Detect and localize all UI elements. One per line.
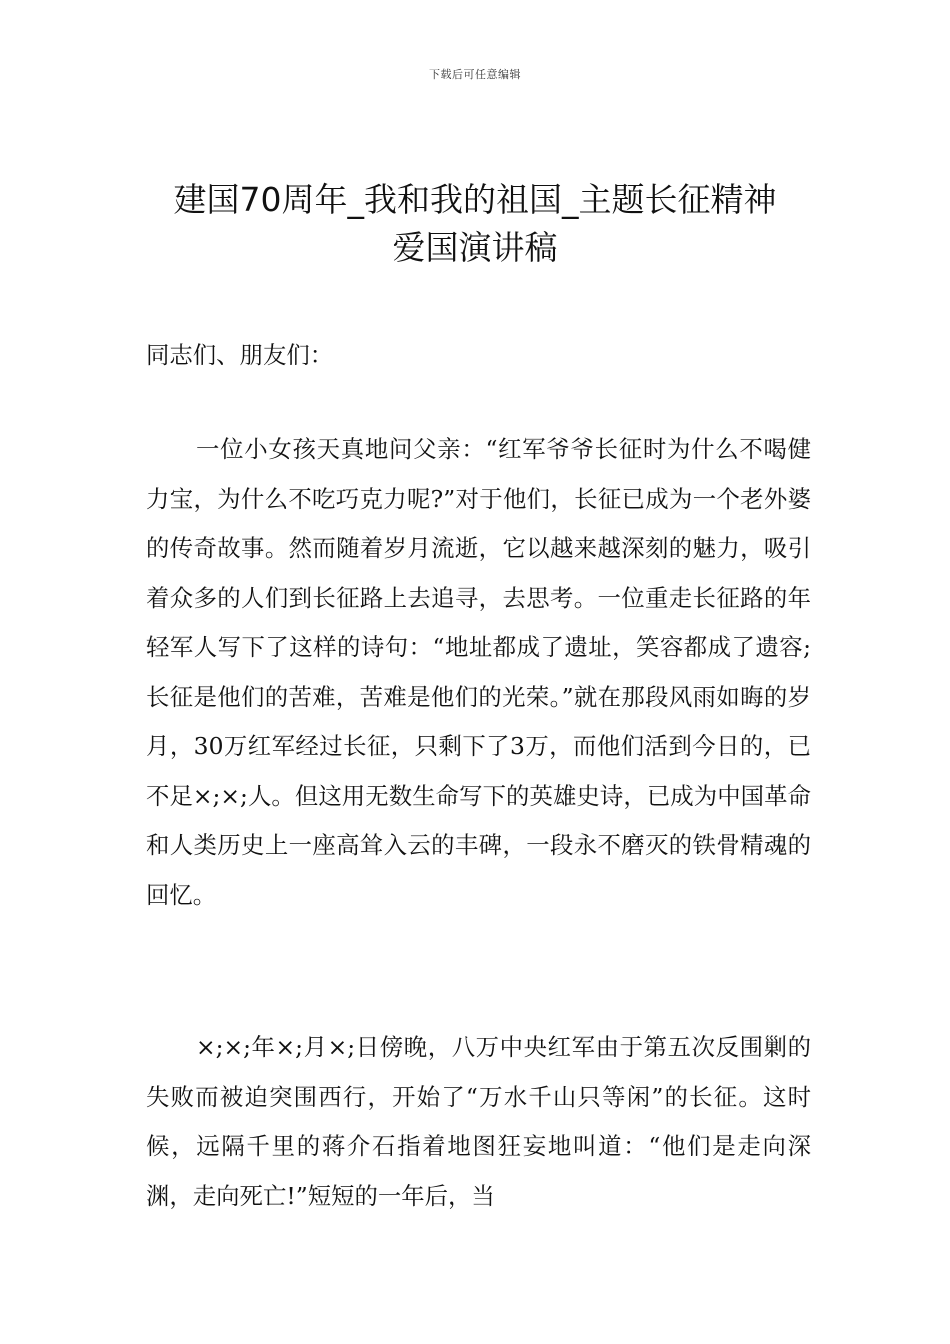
paragraph-2: ×;×;年×;月×;日傍晚，八万中央红军由于第五次反围剿的失败而被迫突围西行，开始了“万水千山只等闲”的长征。这时候，远隔千里的蒋介石指着地图狂妄地叫道：“他们是走向深渊，走向死亡!”短短的一年后，当 [146,1033,811,1210]
title-line-1: 建国70周年_我和我的祖国_主题长征精神 [173,180,777,219]
document-title [120,176,830,272]
title-line-2: 爱国演讲稿 [392,228,558,267]
paragraph-1: 一位小女孩天真地问父亲：“红军爷爷长征时为什么不喝健力宝，为什么不吃巧克力呢?”对于他们，长征已成为一个老外婆的传奇故事。然而随着岁月流逝，它以越来越深刻的魅力，吸引着众多的人们到长征路上去追寻，去思考。一位重走长征路的年轻军人写下了这样的诗句：“地址都成了遗址，笑容都成了遗容;长征是他们的苦难，苦难是他们的光荣。”就在那段风雨如晦的岁月，30万红军经过长征，只剩下了3万，而他们活到今日的，已不足×;×;人。但这用无数生命写下的英雄史诗，已成为中国革命和人类历史上一座高耸入云的丰碑，一段永不磨灭的铁骨精魂的回忆。 [146,435,811,909]
page-header-note: 下载后可任意编辑 [429,68,521,81]
greeting: 同志们、朋友们： [146,341,334,369]
